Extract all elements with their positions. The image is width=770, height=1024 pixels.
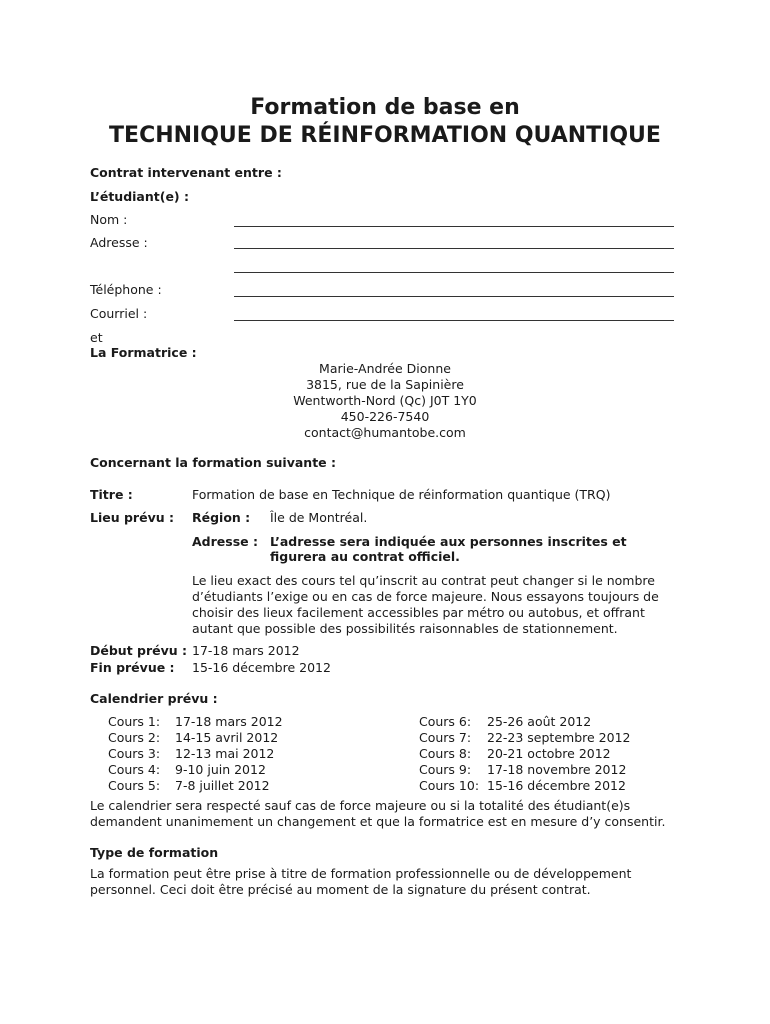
fin-value: 15-16 décembre 2012 [192,660,331,675]
course-label: Cours 4: [108,762,161,777]
trainer-email: contact@humantobe.com [304,425,466,440]
contract-heading: Contrat intervenant entre : [90,165,282,180]
name-field-line[interactable] [234,226,674,227]
course-date: 17-18 mars 2012 [175,714,283,729]
course-date: 20-21 octobre 2012 [487,746,611,761]
trainer-name: Marie-Andrée Dionne [319,361,451,376]
titre-value: Formation de base en Technique de réinformation quantique (TRQ) [192,487,611,502]
email-field-line[interactable] [234,320,674,321]
region-value: Île de Montréal. [270,510,368,525]
course-date: 25-26 août 2012 [487,714,592,729]
course-date: 9-10 juin 2012 [175,762,266,777]
email-label: Courriel : [90,306,148,321]
trainer-phone: 450-226-7540 [340,409,430,424]
address-field-line-2[interactable] [234,272,674,273]
type-heading: Type de formation [90,845,219,860]
course-date: 14-15 avril 2012 [175,730,279,745]
et-text: et [90,330,103,345]
course-date: 15-16 décembre 2012 [487,778,626,793]
phone-field-line[interactable] [234,296,674,297]
region-label: Région : [192,510,251,525]
course-date: 12-13 mai 2012 [175,746,275,761]
fin-label: Fin prévue : [90,660,175,675]
course-label: Cours 1: [108,714,161,729]
course-label: Cours 6: [419,714,472,729]
calendar-note-line: Le calendrier sera respecté sauf cas de force majeure ou si la totalité des étudiant(e)s [90,798,631,813]
formation-heading: Concernant la formation suivante : [90,455,337,470]
document-title-line2: TECHNIQUE DE RÉINFORMATION QUANTIQUE [109,123,661,148]
titre-label: Titre : [90,487,133,502]
course-label: Cours 3: [108,746,161,761]
document-title-line1: Formation de base en [250,95,520,120]
course-label: Cours 2: [108,730,161,745]
debut-value: 17-18 mars 2012 [192,643,300,658]
phone-label: Téléphone : [90,282,162,297]
trainer-heading: La Formatrice : [90,345,197,360]
adresse-value-line2: figurera au contrat officiel. [270,549,460,564]
course-label: Cours 9: [419,762,472,777]
address-label: Adresse : [90,235,148,250]
lieu-label: Lieu prévu : [90,510,174,525]
student-heading: L’étudiant(e) : [90,189,189,204]
course-label: Cours 7: [419,730,472,745]
adresse-label: Adresse : [192,534,258,549]
lieu-note-line: Le lieu exact des cours tel qu’inscrit au contrat peut changer si le nombre [192,573,655,588]
adresse-value-line1: L’adresse sera indiquée aux personnes inscrites et [270,534,627,549]
lieu-note-line: choisir des lieux facilement accessibles par métro ou autobus, et offrant [192,605,645,620]
debut-label: Début prévu : [90,643,188,658]
name-label: Nom : [90,212,128,227]
type-text-line: personnel. Ceci doit être précisé au moment de la signature du présent contrat. [90,882,591,897]
course-date: 7-8 juillet 2012 [175,778,270,793]
course-label: Cours 5: [108,778,161,793]
course-label: Cours 8: [419,746,472,761]
lieu-note-line: d’étudiants l’exige ou en cas de force majeure. Nous essayons toujours de [192,589,659,604]
calendar-heading: Calendrier prévu : [90,691,218,706]
course-date: 22-23 septembre 2012 [487,730,631,745]
calendar-note-line: demandent unanimement un changement et que la formatrice est en mesure d’y consentir. [90,814,666,829]
trainer-city: Wentworth-Nord (Qc) J0T 1Y0 [293,393,477,408]
course-label: Cours 10: [419,778,480,793]
course-date: 17-18 novembre 2012 [487,762,627,777]
trainer-street: 3815, rue de la Sapinière [306,377,464,392]
lieu-note-line: autant que possible des possibilités raisonnables de stationnement. [192,621,618,636]
type-text-line: La formation peut être prise à titre de formation professionnelle ou de développement [90,866,632,881]
address-field-line-1[interactable] [234,248,674,249]
